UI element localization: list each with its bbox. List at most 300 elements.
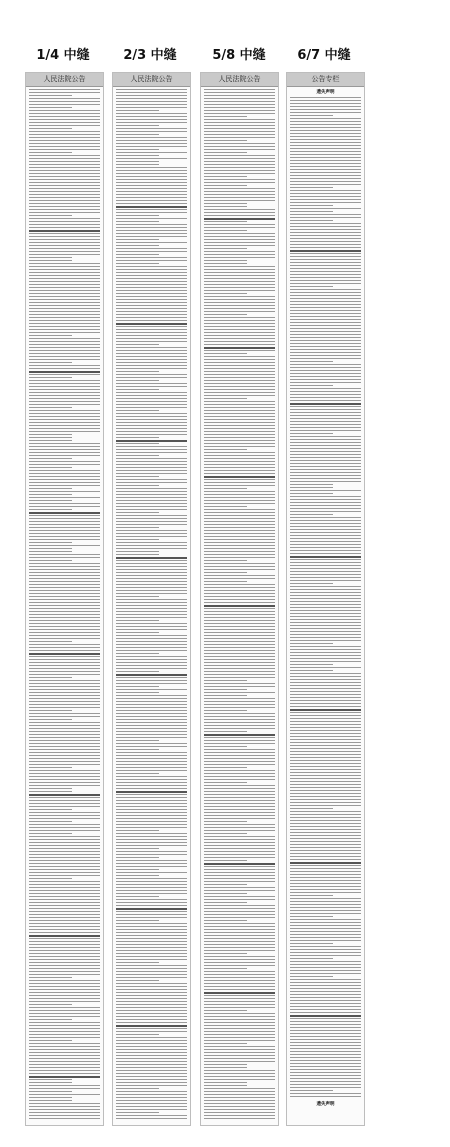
text-line <box>290 1081 361 1082</box>
text-line <box>290 268 361 269</box>
text-line <box>116 644 187 645</box>
text-line <box>116 536 187 537</box>
text-line <box>290 190 361 191</box>
text-line <box>290 844 361 845</box>
text-line <box>29 239 100 240</box>
text-line <box>29 1025 100 1026</box>
text-line <box>290 1069 361 1070</box>
text-line <box>204 629 275 630</box>
text-line <box>290 604 361 605</box>
text-line <box>116 371 159 372</box>
text-line <box>116 431 187 432</box>
text-line <box>290 772 361 773</box>
text-line <box>116 320 187 321</box>
text-line <box>290 949 361 950</box>
text-line <box>204 563 275 564</box>
text-line <box>290 154 361 155</box>
text-line <box>204 866 275 867</box>
text-line <box>204 299 275 300</box>
text-line <box>116 407 187 408</box>
text-line <box>29 242 100 243</box>
text-line <box>204 167 275 168</box>
text-line <box>290 661 361 662</box>
text-line <box>29 341 100 342</box>
text-line <box>204 989 275 990</box>
text-line <box>29 197 100 198</box>
text-line <box>204 767 247 768</box>
text-line <box>29 698 100 699</box>
text-line <box>204 293 247 294</box>
text-line <box>290 853 361 854</box>
text-line <box>29 878 72 879</box>
text-line <box>290 838 361 839</box>
text-line <box>290 973 361 974</box>
text-line <box>204 953 247 954</box>
text-line <box>29 980 100 981</box>
text-line <box>29 455 100 456</box>
text-line <box>204 533 275 534</box>
text-line <box>290 943 333 944</box>
text-line <box>290 295 361 296</box>
text-line <box>116 704 187 705</box>
text-line <box>29 1001 100 1002</box>
text-line <box>204 878 275 879</box>
text-line <box>290 442 361 443</box>
text-line <box>29 626 100 627</box>
text-line <box>29 266 100 267</box>
text-line <box>204 212 275 213</box>
text-line <box>290 997 361 998</box>
text-line <box>204 422 275 423</box>
text-line <box>290 493 333 494</box>
text-line <box>290 628 361 629</box>
text-line <box>290 739 361 740</box>
text-line <box>116 398 187 399</box>
text-line <box>290 109 361 110</box>
text-line <box>290 646 361 647</box>
text-line <box>29 995 100 996</box>
text-line <box>116 662 187 663</box>
text-line <box>116 692 159 693</box>
text-line <box>290 1048 361 1049</box>
text-line <box>116 623 187 624</box>
text-line <box>290 712 361 713</box>
text-line <box>290 382 361 383</box>
text-line <box>29 368 100 369</box>
text-line <box>116 758 187 759</box>
text-line <box>116 956 187 957</box>
text-line <box>29 965 100 966</box>
text-line <box>29 353 100 354</box>
text-line <box>204 1088 275 1089</box>
text-line <box>290 448 361 449</box>
text-line <box>29 677 72 678</box>
text-line <box>116 608 187 609</box>
text-line <box>29 107 72 108</box>
text-line <box>116 1001 187 1002</box>
text-line <box>116 149 159 150</box>
text-line <box>204 452 275 453</box>
text-line <box>290 427 361 428</box>
text-line <box>29 617 100 618</box>
text-line <box>204 239 275 240</box>
text-line <box>116 191 187 192</box>
text-line <box>116 302 187 303</box>
text-line <box>204 572 247 573</box>
text-line <box>204 413 275 414</box>
text-line <box>290 715 361 716</box>
text-line <box>204 218 275 220</box>
text-line <box>116 932 187 933</box>
text-line <box>290 751 361 752</box>
text-line <box>204 236 275 237</box>
text-line <box>290 763 361 764</box>
text-line <box>29 437 72 438</box>
text-line <box>204 182 275 183</box>
text-line <box>116 770 187 771</box>
text-line <box>290 976 333 977</box>
text-line <box>204 941 275 942</box>
text-line <box>204 593 275 594</box>
text-line <box>204 1007 275 1008</box>
text-line <box>29 218 100 219</box>
text-line <box>29 746 100 747</box>
text-line <box>29 557 100 558</box>
text-line <box>290 337 361 338</box>
text-line <box>290 733 361 734</box>
text-line <box>290 898 361 899</box>
text-line <box>204 551 275 552</box>
text-line <box>204 305 275 306</box>
text-line <box>29 764 100 765</box>
text-line <box>116 425 187 426</box>
text-line <box>204 1022 275 1023</box>
text-line <box>116 836 187 837</box>
text-line <box>204 992 275 994</box>
text-line <box>29 692 100 693</box>
text-line <box>29 110 100 111</box>
text-line <box>29 251 100 252</box>
text-line <box>290 1087 361 1088</box>
text-line <box>290 625 361 626</box>
text-line <box>204 575 275 576</box>
text-line <box>116 1067 187 1068</box>
text-line <box>204 662 275 663</box>
text-line <box>29 395 100 396</box>
text-line <box>29 716 100 717</box>
text-line <box>29 269 100 270</box>
text-line <box>116 281 187 282</box>
text-line <box>290 916 333 917</box>
text-line <box>29 893 100 894</box>
text-line <box>204 698 275 699</box>
text-line <box>290 631 361 632</box>
text-line <box>116 203 187 204</box>
text-line <box>290 97 361 98</box>
text-line <box>116 101 187 102</box>
text-line <box>29 104 100 105</box>
text-line <box>29 1058 100 1059</box>
text-line <box>204 98 275 99</box>
text-line <box>29 338 100 339</box>
text-line <box>204 1103 275 1104</box>
text-line <box>29 902 100 903</box>
text-line <box>290 211 333 212</box>
text-line <box>29 653 100 655</box>
text-line <box>204 725 275 726</box>
text-line <box>29 1028 100 1029</box>
text-line <box>290 397 361 398</box>
text-line <box>290 238 361 239</box>
text-line <box>290 331 361 332</box>
text-line <box>116 908 187 910</box>
text-line <box>290 388 361 389</box>
text-line <box>204 785 275 786</box>
text-line <box>204 458 275 459</box>
text-line <box>116 1088 159 1089</box>
text-line <box>204 347 275 349</box>
text-line <box>29 833 72 834</box>
text-line <box>204 1058 275 1059</box>
text-line <box>29 1100 72 1101</box>
text-line <box>116 452 187 453</box>
text-line <box>290 241 361 242</box>
text-line <box>29 332 100 333</box>
text-line <box>204 317 275 318</box>
text-line <box>116 269 187 270</box>
text-line <box>204 704 275 705</box>
text-line <box>204 833 247 834</box>
text-line <box>116 1022 187 1023</box>
text-line <box>29 422 100 423</box>
text-line <box>204 554 275 555</box>
gutter-column-3 <box>200 72 279 1126</box>
text-line <box>204 278 275 279</box>
text-line <box>116 806 187 807</box>
text-line <box>290 289 361 290</box>
text-line <box>204 737 275 738</box>
text-line <box>290 304 361 305</box>
text-line <box>116 275 187 276</box>
text-line <box>204 806 275 807</box>
text-line <box>290 967 361 968</box>
text-line <box>290 829 361 830</box>
text-line <box>204 272 275 273</box>
text-line <box>116 92 187 93</box>
text-line <box>116 785 187 786</box>
text-line <box>29 1079 72 1080</box>
text-line <box>290 811 361 812</box>
text-line <box>29 257 72 258</box>
text-line <box>290 514 333 515</box>
text-line <box>116 812 187 813</box>
text-line <box>29 860 100 861</box>
text-line <box>29 773 100 774</box>
text-line <box>116 674 187 676</box>
text-line <box>116 725 187 726</box>
text-line <box>204 164 275 165</box>
text-line <box>116 1115 187 1116</box>
text-line <box>116 413 187 414</box>
text-line <box>204 1040 275 1041</box>
text-line <box>29 917 100 918</box>
text-line <box>116 905 187 906</box>
text-line <box>290 178 361 179</box>
text-line <box>204 653 275 654</box>
text-line <box>204 296 275 297</box>
text-line <box>204 692 275 693</box>
text-line <box>29 506 100 507</box>
text-line <box>204 104 275 105</box>
text-line <box>116 788 187 789</box>
text-line <box>204 608 275 609</box>
text-line <box>29 581 100 582</box>
text-line <box>116 359 187 360</box>
text-line <box>290 184 361 185</box>
text-line <box>290 535 361 536</box>
text-line <box>116 593 187 594</box>
text-line <box>29 1064 100 1065</box>
text-line <box>290 313 361 314</box>
text-line <box>290 892 361 893</box>
text-line <box>116 125 159 126</box>
text-line <box>29 245 100 246</box>
text-line <box>29 347 100 348</box>
text-line <box>116 860 187 861</box>
text-line <box>204 410 275 411</box>
text-line <box>290 571 361 572</box>
text-line <box>204 1010 247 1011</box>
text-line <box>204 443 275 444</box>
text-line <box>290 685 361 686</box>
text-line <box>29 989 100 990</box>
text-line <box>290 355 361 356</box>
text-line <box>116 689 187 690</box>
text-line <box>116 848 159 849</box>
text-line <box>116 680 187 681</box>
text-line <box>116 1013 187 1014</box>
text-line <box>116 938 187 939</box>
text-line <box>29 584 100 585</box>
text-line <box>29 164 100 165</box>
text-line <box>116 380 159 381</box>
text-line <box>290 862 361 864</box>
text-line <box>29 932 100 933</box>
text-line <box>204 416 275 417</box>
text-line <box>29 611 100 612</box>
text-line <box>290 802 361 803</box>
text-line <box>204 611 275 612</box>
text-line <box>116 512 159 513</box>
text-line <box>204 527 275 528</box>
text-line <box>204 1076 275 1077</box>
text-line <box>204 983 275 984</box>
column-title-3: 5/8 中缝 <box>212 48 266 63</box>
text-line <box>204 848 275 849</box>
text-line <box>204 773 275 774</box>
text-line <box>290 1024 361 1025</box>
text-line <box>29 1019 72 1020</box>
text-line <box>116 1028 187 1029</box>
text-line <box>204 464 275 465</box>
text-line <box>29 287 100 288</box>
text-line <box>204 614 275 615</box>
text-line <box>29 545 100 546</box>
text-line <box>204 1031 275 1032</box>
text-line <box>116 212 187 213</box>
text-line <box>290 1090 333 1091</box>
text-line <box>116 821 187 822</box>
text-line <box>116 206 187 208</box>
text-line <box>204 947 275 948</box>
text-line <box>204 782 247 783</box>
text-line <box>204 650 275 651</box>
text-line <box>204 536 275 537</box>
text-line <box>290 505 361 506</box>
text-line <box>116 824 187 825</box>
text-line <box>29 665 100 666</box>
text-line <box>290 1000 361 1001</box>
text-line <box>290 490 361 491</box>
text-line <box>290 256 361 257</box>
text-line <box>29 671 100 672</box>
text-line <box>116 1016 187 1017</box>
text-line <box>290 301 361 302</box>
text-line <box>116 1064 187 1065</box>
text-line <box>116 629 187 630</box>
text-line <box>116 710 187 711</box>
text-line <box>29 1106 100 1107</box>
text-line <box>29 884 100 885</box>
text-line <box>116 173 187 174</box>
text-line <box>116 947 187 948</box>
text-line <box>290 1036 361 1037</box>
text-line <box>116 1061 187 1062</box>
text-line <box>290 163 361 164</box>
text-line <box>204 170 275 171</box>
text-line <box>290 244 361 245</box>
text-line <box>290 202 361 203</box>
text-line <box>116 527 159 528</box>
text-line <box>204 899 275 900</box>
text-line <box>29 1004 72 1005</box>
text-line <box>116 422 187 423</box>
text-line <box>29 1022 100 1023</box>
text-line <box>204 1055 275 1056</box>
text-line <box>204 917 275 918</box>
text-line <box>29 596 100 597</box>
text-line <box>29 1010 100 1011</box>
text-line <box>29 452 100 453</box>
text-line <box>29 1115 100 1116</box>
text-line <box>204 92 275 93</box>
text-line <box>116 719 187 720</box>
text-line <box>29 95 72 96</box>
text-line <box>290 469 361 470</box>
text-line <box>116 194 187 195</box>
text-line <box>204 905 275 906</box>
text-line <box>29 800 100 801</box>
text-line <box>116 587 187 588</box>
text-line <box>290 439 361 440</box>
text-line <box>204 146 275 147</box>
text-line <box>290 652 361 653</box>
text-line <box>29 482 100 483</box>
column-subhead-bottom: 遗失声明 <box>316 1102 335 1107</box>
text-line <box>116 851 187 852</box>
text-line <box>29 431 100 432</box>
text-line <box>29 212 100 213</box>
